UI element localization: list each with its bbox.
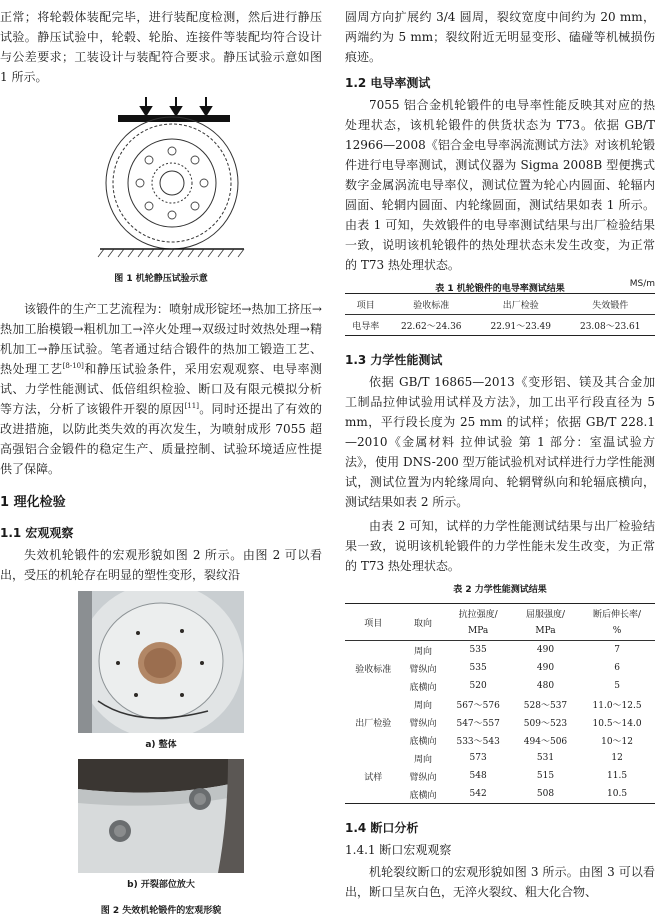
table-2-cell: 周向 bbox=[413, 646, 432, 657]
table-2-cell: 12 bbox=[611, 753, 623, 763]
table-2-header: 项目 bbox=[364, 618, 383, 629]
table-2-cell: 494～506 bbox=[523, 736, 568, 747]
paragraph-mechanical-result: 由表 2 可知，试样的力学性能测试结果与出厂检验结果一致，说明该机轮锻件的力学性能未发生改变，为正常的 T73 热处理状态。 bbox=[345, 519, 655, 573]
table-1-header: 失效锻件 bbox=[592, 300, 629, 311]
table-2-cell: 535 bbox=[469, 645, 487, 655]
figure-2b-label: b) 开裂部位放大 bbox=[127, 880, 195, 890]
table-1-cell: 22.62～24.36 bbox=[400, 321, 462, 332]
table-2-cell: 底横向 bbox=[409, 790, 437, 801]
table-2-cell: 10～12 bbox=[601, 736, 634, 747]
table-2-header: 抗拉强度/ bbox=[458, 609, 498, 620]
paragraph-mechanical: 依据 GB/T 16865—2013《变形铝、镁及其合金加工制品拉伸试验用试样及方法》，加工出平行段直径为 5 mm，平行段长度为 25 mm 的试样；依据 GB/T 228.1—2010《金属材料 拉伸试验 第 1 部分：室温试验方法》，使用 DNS-200 型万能试验机对试样进行力学性能测试，测试位置为内轮缘周向、轮辋臂纵向和轮辐底横向，测试结果如表 2 所示。 bbox=[345, 375, 655, 509]
table-1-unit: MS/m bbox=[629, 279, 655, 289]
table-2-cell: 573 bbox=[469, 753, 487, 763]
paragraph-process: 该锻件的生产工艺流程为：喷射成形锭坯→热加工挤压→热加工胎模锻→粗机加工→淬火处理→双级过时效热处理→精机加工→静压试验。笔者通过结合锻件的热加工锻造工艺、热处理工艺[8-10]和静压试验条件，采用宏观观察、电导率测试、力学性能测试、低倍组织检验、断口及有限元模拟分析等方法，分析了该锻件开裂的原因[11]。同时还提出了有效的改进措施，以防此类失效的再次发生，为喷射成形 7055 超高强铝合金锻件的稳定生产、质量控制、试验环境适应性提供了保障。 bbox=[0, 302, 322, 476]
table-2-cell: 周向 bbox=[413, 754, 432, 765]
paragraph-intro: 正常；将轮毂体装配完毕，进行装配度检测，然后进行静压试验。静压试验中，轮毂、轮胎、连接件等装配均符合设计与公差要求；工装设计与装配符合要求。静压试验示意如图 1 所示。 bbox=[0, 10, 322, 84]
right-column bbox=[345, 0, 655, 902]
table-2-cell: 535 bbox=[469, 663, 487, 673]
table-2-cell: 臂纵向 bbox=[409, 772, 437, 783]
table-2-cell: 10.5～14.0 bbox=[592, 718, 642, 729]
table-2-cell: 11.5 bbox=[607, 771, 628, 781]
table-2-cell: 509～523 bbox=[523, 718, 568, 729]
static-press-diagram bbox=[0, 91, 322, 263]
table-2-cell: 11.0～12.5 bbox=[592, 700, 642, 711]
table-2-cell: 531 bbox=[536, 753, 555, 763]
table-2-cell: 520 bbox=[469, 681, 487, 691]
paragraph-macro: 失效机轮锻件的宏观形貌如图 2 所示。由图 2 可以看出，受压的机轮存在明显的塑性变形，裂纹沿 bbox=[0, 548, 322, 582]
table-2-cell: 533～543 bbox=[456, 736, 500, 747]
table-1-title: 表 1 机轮锻件的电导率测试结果 bbox=[435, 284, 565, 294]
table-2-cell: 10.5 bbox=[607, 789, 628, 799]
figure-2a-photo bbox=[78, 591, 244, 733]
table-2-cell: 515 bbox=[536, 771, 555, 781]
table-2-group-label: 验收标准 bbox=[355, 664, 392, 675]
table-2 bbox=[345, 580, 655, 804]
table-1 bbox=[345, 279, 655, 336]
figure-1 bbox=[0, 91, 322, 289]
table-2-cell: 528～537 bbox=[523, 700, 568, 711]
table-2-header: 屈服强度/ bbox=[525, 609, 565, 620]
table-2-cell: 底横向 bbox=[409, 736, 437, 747]
table-1-cell: 22.91～23.49 bbox=[490, 321, 551, 332]
figure-2b-photo bbox=[78, 759, 244, 873]
table-2-cell: 490 bbox=[536, 645, 555, 655]
left-column bbox=[0, 0, 322, 921]
table-2-group-label: 出厂检验 bbox=[355, 718, 392, 729]
table-2-cell: 480 bbox=[536, 681, 555, 691]
table-1-header: 出厂检验 bbox=[502, 300, 539, 311]
table-2-cell: 臂纵向 bbox=[409, 664, 437, 675]
section-1-1-title: 1.1 宏观观察 bbox=[0, 526, 74, 540]
table-2-cell: 567～576 bbox=[456, 700, 500, 711]
section-1-title: 1 理化检验 bbox=[0, 495, 66, 510]
table-2-unit: MPa bbox=[535, 626, 556, 636]
figure-2-caption: 图 2 失效机轮锻件的宏观形貌 bbox=[100, 906, 222, 916]
figure-1-caption: 图 1 机轮静压试验示意 bbox=[114, 274, 208, 284]
table-2-header: 取向 bbox=[413, 618, 432, 629]
table-1-cell: 电导率 bbox=[352, 321, 380, 332]
table-2-header: 断后伸长率/ bbox=[593, 609, 642, 620]
table-2-cell: 臂纵向 bbox=[409, 718, 437, 729]
section-1-4-1-title: 1.4.1 断口宏观观察 bbox=[345, 843, 452, 857]
table-2-unit: MPa bbox=[468, 626, 489, 636]
table-2-title: 表 2 力学性能测试结果 bbox=[453, 585, 547, 595]
figure-2a-label: a) 整体 bbox=[145, 740, 177, 750]
table-2-cell: 508 bbox=[536, 789, 555, 799]
table-2-cell: 490 bbox=[536, 663, 555, 673]
table-2-group-label: 试样 bbox=[364, 772, 383, 783]
table-2-cell: 6 bbox=[614, 663, 620, 673]
table-2-cell: 底横向 bbox=[409, 682, 437, 693]
table-2-unit: % bbox=[612, 626, 622, 636]
table-2-cell: 542 bbox=[469, 789, 487, 799]
paragraph-crack: 圆周方向扩展约 3/4 圆周，裂纹宽度中间约为 20 mm，两端约为 5 mm；裂纹附近无明显变形、磕碰等机械损伤痕迹。 bbox=[345, 10, 655, 64]
table-1-header: 验收标准 bbox=[413, 300, 450, 311]
table-2-cell: 548 bbox=[469, 771, 487, 781]
table-1-cell: 23.08～23.61 bbox=[579, 321, 641, 332]
section-1-4-title: 1.4 断口分析 bbox=[345, 821, 419, 835]
table-2-cell: 7 bbox=[614, 645, 620, 655]
table-1-header: 项目 bbox=[356, 300, 375, 311]
section-1-3-title: 1.3 力学性能测试 bbox=[345, 353, 443, 367]
table-2-cell: 547～557 bbox=[456, 718, 500, 729]
paragraph-fracture: 机轮裂纹断口的宏观形貌如图 3 所示。由图 3 可以看出，断口呈灰白色，无淬火裂纹、粗大化合物、 bbox=[345, 865, 655, 899]
table-2-cell: 周向 bbox=[413, 700, 432, 711]
table-2-cell: 5 bbox=[614, 681, 620, 691]
section-1-2-title: 1.2 电导率测试 bbox=[345, 76, 431, 90]
paragraph-conductivity: 7055 铝合金机轮锻件的电导率性能反映其对应的热处理状态，该机轮锻件的供货状态为 T73。依据 GB/T 12966—2008《铝合金电导率涡流测试方法》对该机轮锻件进行电导率测试，测试仪器为 Sigma 2008B 型便携式数字金属涡流电导率仪，测试位置为轮心内圆面、轮辐内圆面、轮辋内圆面、内轮缘圆面，测试结果如表 1 所示。由表 1 可知，失效锻件的电导率测试结果与出厂检验结果一致，说明该机轮锻件的热处理状态未发生改变，为正常的 T73 热处理状态。 bbox=[345, 98, 655, 272]
